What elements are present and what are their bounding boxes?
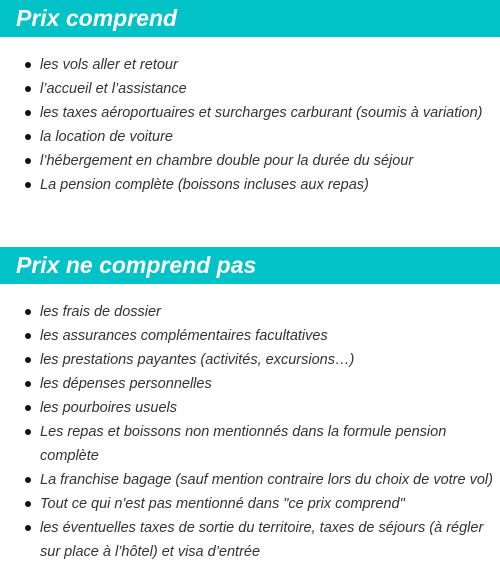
list-item (0, 492, 500, 516)
bullet-icon (25, 86, 31, 92)
list-item-text: les vols aller et retour (40, 57, 178, 73)
list-item (0, 53, 500, 77)
list-item (0, 101, 500, 125)
list-item (0, 173, 500, 197)
list-item (0, 348, 500, 372)
bullet-icon (25, 110, 31, 116)
bullet-icon (25, 501, 31, 507)
excluded-list (0, 300, 500, 564)
list-item-text: Tout ce qui n'est pas mentionné dans "ce prix comprend" (40, 496, 405, 512)
bullet-icon (25, 182, 31, 188)
list-item-text: les pourboires usuels (40, 400, 178, 416)
list-item-text: les assurances complémentaires facultatives (40, 328, 328, 344)
bullet-icon (25, 309, 31, 315)
bullet-icon (25, 333, 31, 339)
bullet-icon (25, 62, 31, 68)
bullet-icon (25, 477, 31, 483)
list-item-text: l’accueil et l’assistance (40, 81, 187, 97)
bullet-icon (25, 381, 31, 387)
excluded-section-title: Prix ne comprend pas (0, 247, 500, 284)
list-item (0, 420, 500, 468)
list-item-text: la location de voiture (40, 129, 173, 145)
list-item-text: Les repas et boissons non mentionnés dans la formule pension complète (40, 424, 447, 464)
list-item (0, 149, 500, 173)
included-list (0, 53, 500, 197)
list-item (0, 372, 500, 396)
bullet-icon (25, 525, 31, 531)
list-item-text: La franchise bagage (sauf mention contraire lors du choix de votre vol) (40, 472, 493, 488)
list-item-text: les prestations payantes (activités, excursions…) (40, 352, 355, 368)
list-item (0, 324, 500, 348)
list-item-text: les éventuelles taxes de sortie du territoire, taxes de séjours (à régler sur place à l’hôtel) et visa d’entrée (40, 520, 484, 560)
bullet-icon (25, 357, 31, 363)
list-item-text: l’hébergement en chambre double pour la durée du séjour (40, 153, 414, 169)
bullet-icon (25, 405, 31, 411)
list-item (0, 396, 500, 420)
list-item-text: les dépenses personnelles (40, 376, 212, 392)
bullet-icon (25, 134, 31, 140)
bullet-icon (25, 158, 31, 164)
list-item (0, 125, 500, 149)
included-section-title: Prix comprend (0, 0, 500, 37)
list-item (0, 468, 500, 492)
list-item (0, 300, 500, 324)
list-item-text: La pension complète (boissons incluses aux repas) (40, 177, 369, 193)
list-item-text: les taxes aéroportuaires et surcharges carburant (soumis à variation) (40, 105, 483, 121)
bullet-icon (25, 429, 31, 435)
list-item-text: les frais de dossier (40, 304, 161, 320)
list-item (0, 516, 500, 564)
list-item (0, 77, 500, 101)
